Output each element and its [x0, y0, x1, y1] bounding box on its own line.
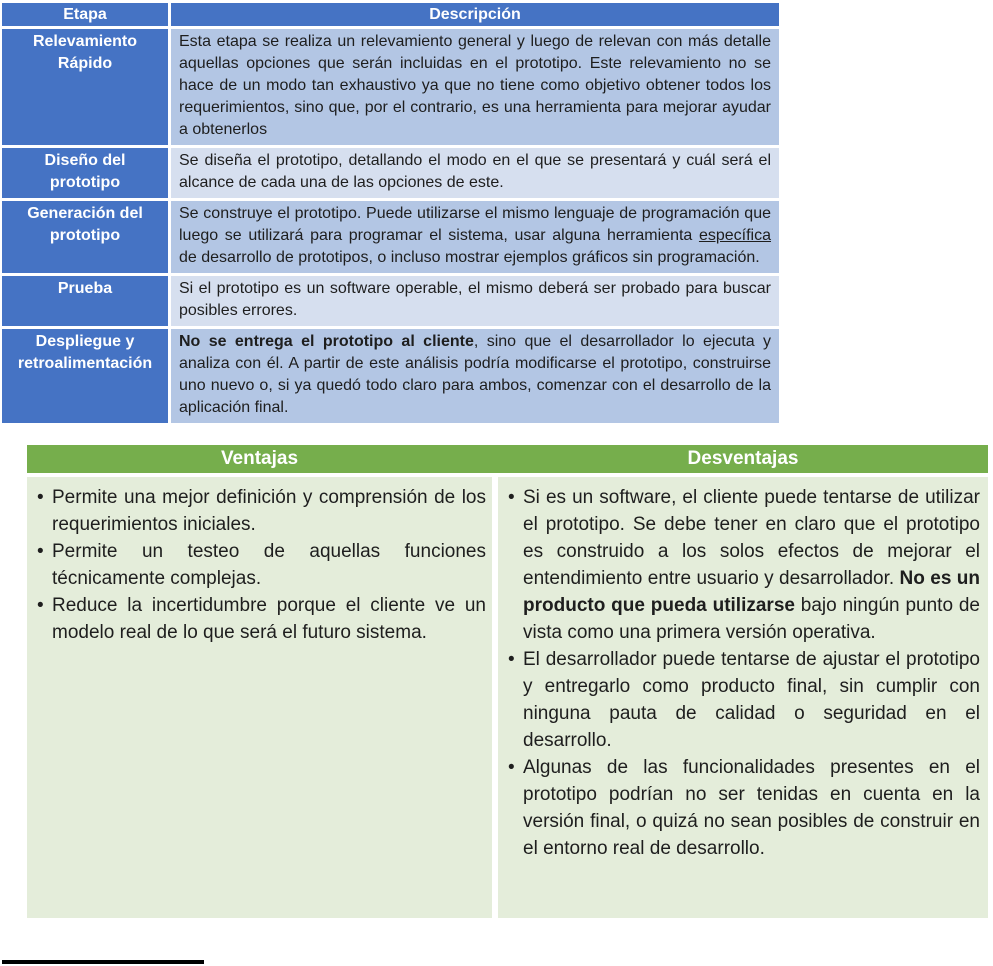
text-run: , sino que el desarrollador lo ejecuta y analiza con él. A partir de este análisis podría modificarse el prototipo, construirse uno nuevo o, si ya quedó todo claro para ambos, comenzar con el desarrollo de la aplicación final.	[179, 333, 771, 416]
descripcion-cell	[171, 329, 779, 423]
etapas-header-row	[2, 3, 779, 26]
bold-text: No se entrega el prototipo al cliente	[179, 333, 474, 350]
descripcion-cell	[171, 276, 779, 326]
desventajas-list	[506, 484, 980, 862]
text-run: bajo ningún punto de vista como una primera versión operativa.	[523, 595, 980, 643]
etapas-table	[2, 3, 779, 426]
etapa-row	[2, 201, 779, 273]
etapa-column-header: Etapa	[2, 3, 168, 26]
desventaja-item	[506, 754, 980, 862]
text-run: Si el prototipo es un software operable, el mismo deberá ser probado para buscar posibles errores.	[179, 280, 771, 319]
etapa-cell: Relevamiento Rápido	[2, 29, 168, 145]
bullet-icon: •	[37, 595, 44, 616]
bullet-icon: •	[508, 487, 515, 508]
text-run: El desarrollador puede tentarse de ajustar el prototipo y entregarlo como producto final, sin cumplir con ninguna pauta de calidad o seguridad en el desarrollo.	[523, 649, 980, 751]
ventajas-column-header: Ventajas	[220, 448, 299, 469]
text-run: Se diseña el prototipo, detallando el modo en el que se presentará y cuál será el alcance de cada una de las opciones de este.	[179, 152, 771, 191]
bullet-icon: •	[508, 649, 515, 670]
text-run: Se construye el prototipo. Puede utilizarse el mismo lenguaje de programación que luego se utilizará para programar el sistema, usar alguna herramienta	[179, 205, 771, 244]
desventajas-column	[498, 477, 988, 918]
descripcion-column-header: Descripción	[171, 3, 779, 26]
ventaja-item	[35, 538, 486, 592]
desventaja-item	[506, 484, 980, 646]
etapa-row	[2, 329, 779, 423]
ventaja-item	[35, 484, 486, 538]
etapa-row	[2, 148, 779, 198]
text-run: Si es un software, el cliente puede tentarse de utilizar el prototipo. Se debe tener en claro que el prototipo es construido a los solos efectos de mejorar el entendimiento entre usuario y desarrollador.	[523, 487, 980, 589]
descripcion-cell	[171, 29, 779, 145]
ventaja-item	[35, 592, 486, 646]
text-run: Permite un testeo de aquellas funciones técnicamente complejas.	[52, 541, 486, 589]
bold-text: No es un producto que pueda utilizarse	[523, 568, 980, 616]
etapas-table-body	[2, 29, 779, 423]
bullet-icon: •	[508, 757, 515, 778]
desventajas-column-header: Desventajas	[687, 448, 799, 469]
bullet-icon: •	[37, 487, 44, 508]
text-run: Esta etapa se realiza un relevamiento general y luego de relevan con más detalle aquellas opciones que serán incluidas en el prototipo. Este relevamiento no se hace de un modo tan exhaustivo ya que no tiene como objetivo obtener todos los requerimientos, sino que, por el contrario, es una herramienta para mejorar ayudar a obtenerlos	[179, 33, 771, 138]
descripcion-cell	[171, 201, 779, 273]
etapa-cell: Diseño del prototipo	[2, 148, 168, 198]
text-run: Permite una mejor definición y comprensión de los requerimientos iniciales.	[52, 487, 486, 535]
ventajas-table-body	[27, 477, 988, 918]
ventajas-column	[27, 477, 492, 918]
bullet-icon: •	[37, 541, 44, 562]
etapa-cell: Prueba	[2, 276, 168, 326]
text-run: Reduce la incertidumbre porque el cliente ve un modelo real de lo que será el futuro sistema.	[52, 595, 486, 643]
underlined-text: específica	[698, 227, 771, 244]
footnote-separator	[2, 960, 204, 964]
ventajas-header-row	[27, 445, 988, 473]
text-run: de desarrollo de prototipos, o incluso mostrar ejemplos gráficos sin programación.	[179, 249, 760, 266]
etapa-cell: Generación del prototipo	[2, 201, 168, 273]
ventajas-list	[35, 484, 486, 646]
ventajas-desventajas-table	[27, 445, 988, 918]
desventaja-item	[506, 646, 980, 754]
text-run: Algunas de las funcionalidades presentes en el prototipo podrían no ser tenidas en cuenta en la versión final, o quizá no sean posibles de construir en el entorno real de desarrollo.	[523, 757, 980, 859]
descripcion-cell	[171, 148, 779, 198]
etapa-row	[2, 29, 779, 145]
etapa-cell: Despliegue y retroalimentación	[2, 329, 168, 423]
etapa-row	[2, 276, 779, 326]
